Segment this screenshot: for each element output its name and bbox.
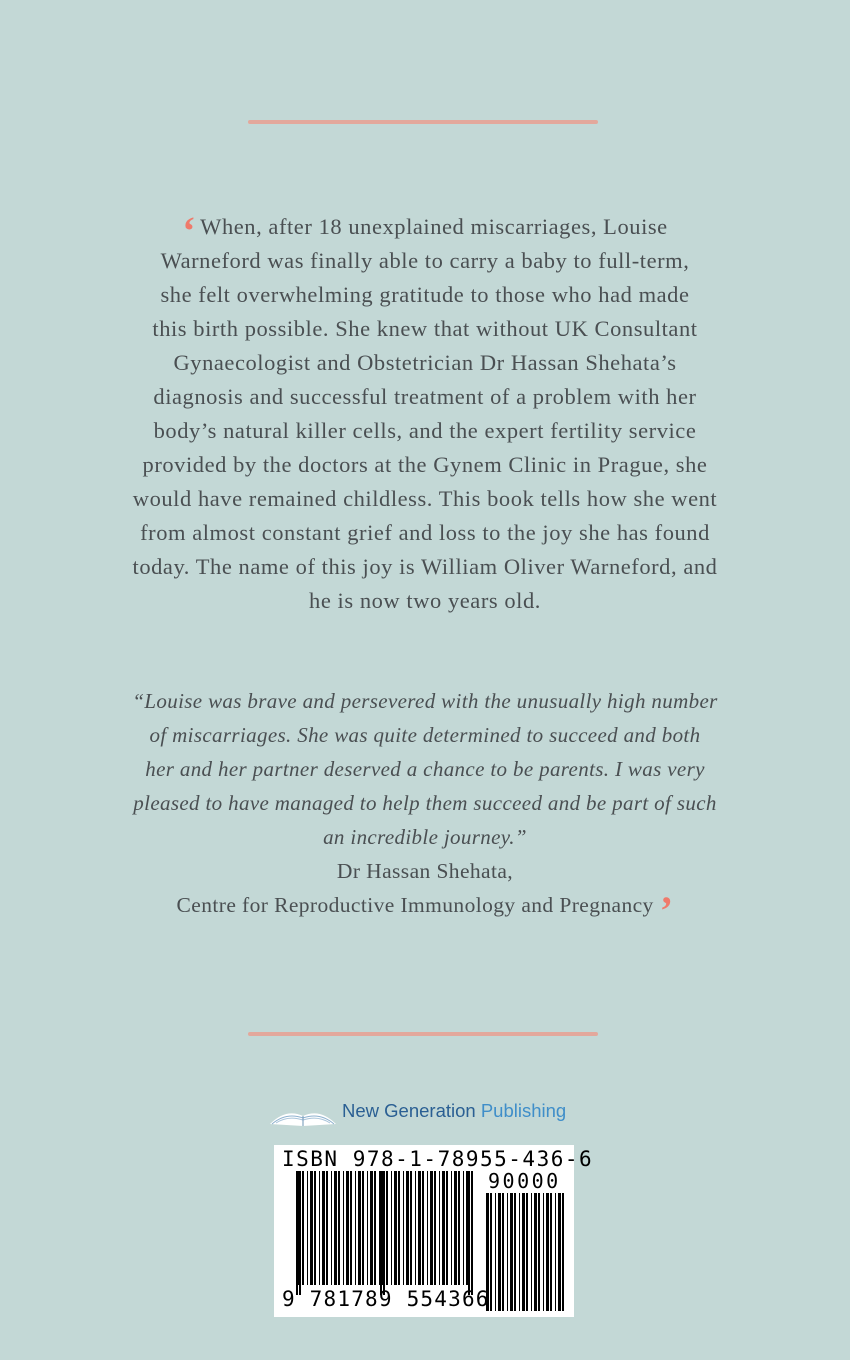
publisher-logo-block	[268, 1098, 598, 1132]
blurb-line: today. The name of this joy is William Oliver Warneford, and	[132, 554, 718, 579]
open-quote-mark-icon: ‘	[182, 208, 197, 253]
quote-line: an incredible journey.”	[323, 825, 527, 849]
quote-affiliation-line	[85, 888, 765, 933]
blurb-line: this birth possible. She knew that without UK Consultant	[152, 316, 698, 341]
close-quote-mark-icon: ’	[659, 888, 674, 933]
isbn-number: ISBN 978-1-78955-436-6	[282, 1147, 594, 1171]
blurb-line: from almost constant grief and loss to the joy she has found	[140, 520, 710, 545]
blurb-line: she felt overwhelming gratitude to those who had made	[160, 282, 690, 307]
quote-author: Dr Hassan Shehata,	[336, 859, 514, 883]
blurb-line: Gynaecologist and Obstetrician Dr Hassan Shehata’s	[173, 350, 677, 375]
ean-digits: 9 781789 554366	[282, 1287, 490, 1311]
open-book-icon	[268, 1102, 338, 1128]
blurb-line: diagnosis and successful treatment of a problem with her	[153, 384, 697, 409]
book-blurb	[90, 210, 760, 618]
blurb-line: he is now two years old.	[309, 588, 541, 613]
blurb-line: body’s natural killer cells, and the expert fertility service	[153, 418, 697, 443]
endorsement-quote	[85, 684, 765, 933]
blurb-line: provided by the doctors at the Gynem Clinic in Prague, she	[142, 452, 708, 477]
barcode-addon-price: 90000	[488, 1169, 561, 1193]
quote-attribution	[85, 854, 765, 933]
blurb-line: ‘ When, after 18 unexplained miscarriages, Louise	[182, 208, 668, 253]
blurb-line: Warneford was finally able to carry a baby to full-term,	[160, 248, 690, 273]
publisher-name-primary: New Generation	[342, 1100, 476, 1121]
bottom-divider-rule	[248, 1032, 598, 1036]
publisher-name	[342, 1100, 566, 1122]
top-divider-rule	[248, 120, 598, 124]
publisher-name-secondary: Publishing	[480, 1100, 567, 1121]
quote-line: her and her partner deserved a chance to be parents. I was very	[145, 757, 705, 781]
quote-line: of miscarriages. She was quite determined to succeed and both	[149, 723, 701, 747]
isbn-barcode	[274, 1145, 594, 1317]
quote-text	[85, 684, 765, 854]
quote-line: pleased to have managed to help them succeed and be part of such	[133, 791, 717, 815]
quote-affiliation: Centre for Reproductive Immunology and Pregnancy	[176, 893, 654, 917]
quote-line: “Louise was brave and persevered with the unusually high number	[132, 689, 718, 713]
blurb-line: would have remained childless. This book tells how she went	[132, 486, 718, 511]
